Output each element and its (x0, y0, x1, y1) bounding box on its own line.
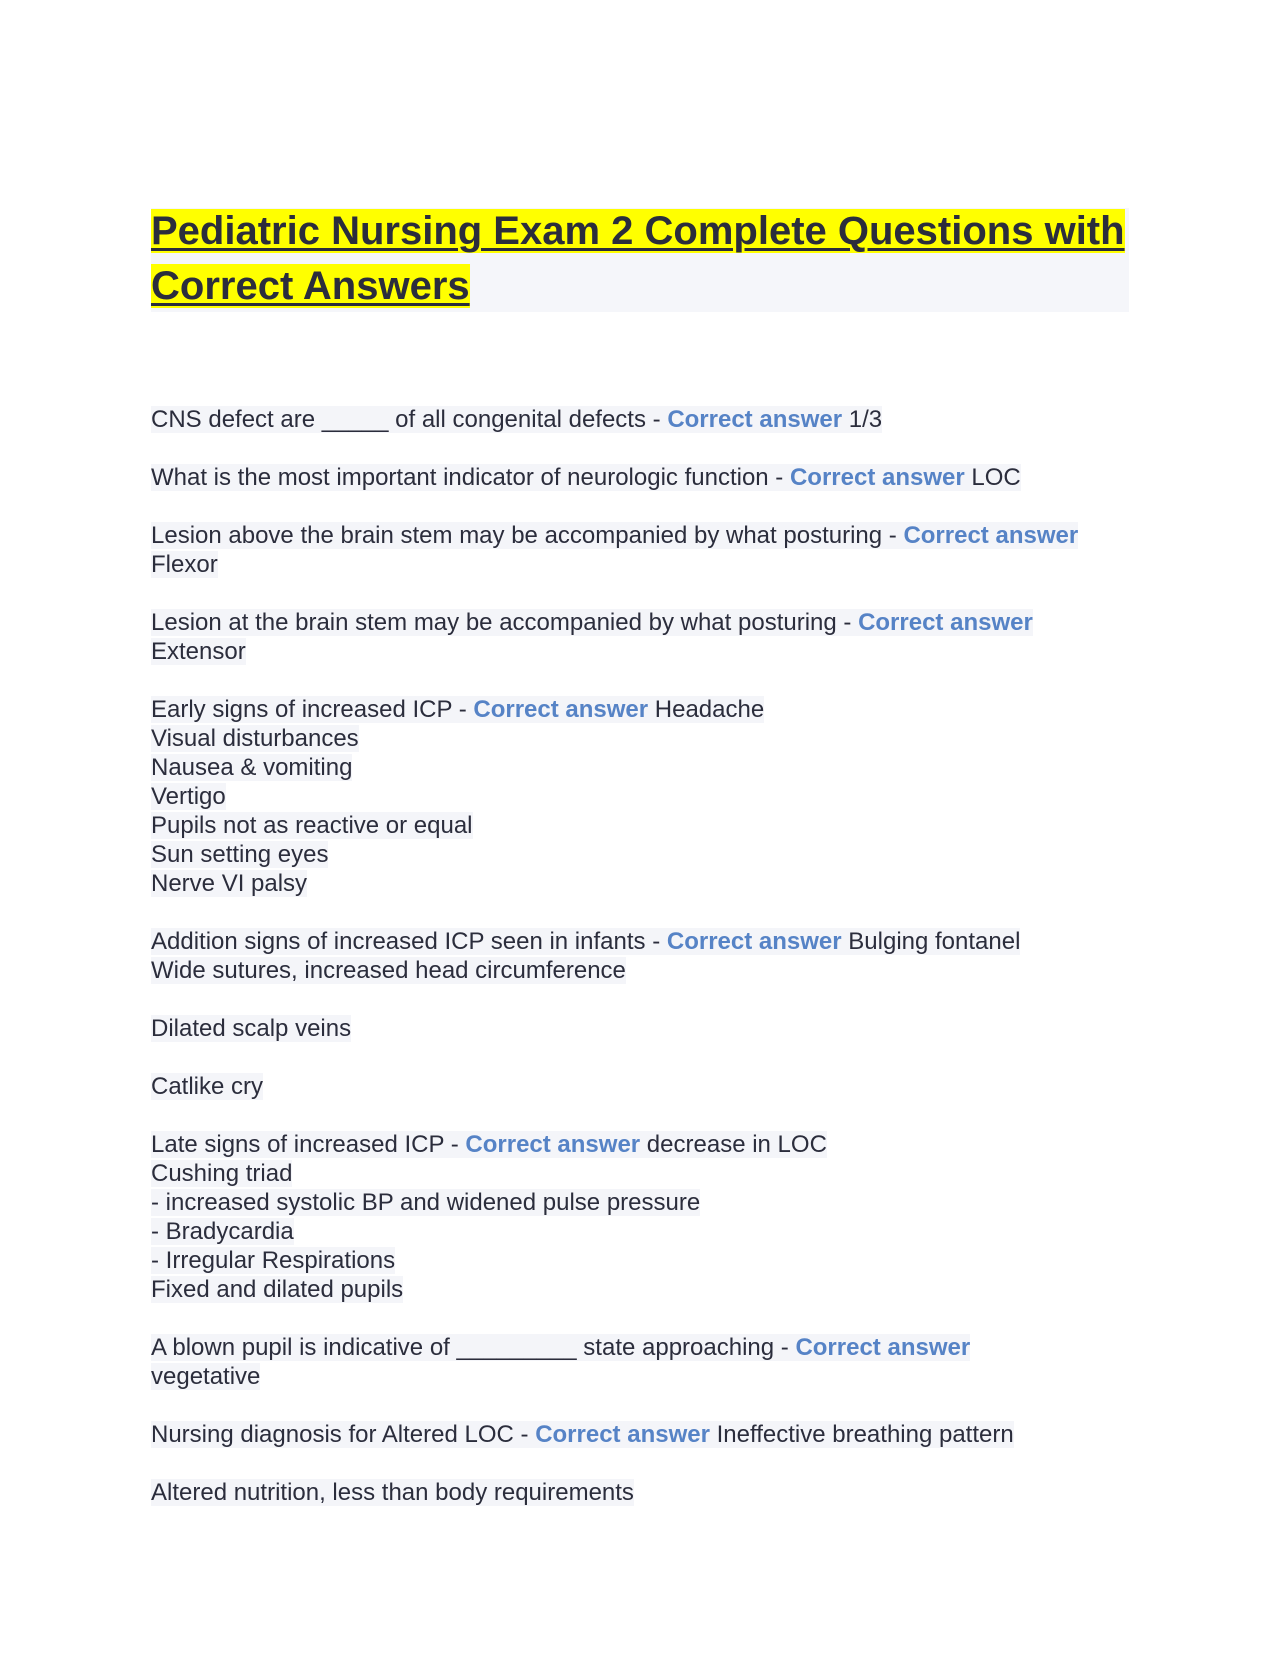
answer-line (151, 1188, 1151, 1217)
item-text: Altered nutrition, less than body requirements (151, 1479, 634, 1506)
answer-text: Sun setting eyes (151, 841, 329, 868)
item-line (151, 608, 1151, 637)
line-highlight (151, 1479, 634, 1506)
question-text: Lesion at the brain stem may be accompanied by what posturing - (151, 609, 859, 636)
answer-text: Fixed and dilated pupils (151, 1276, 404, 1303)
correct-answer-label: Correct answer (667, 406, 843, 433)
answer-line (151, 724, 1151, 753)
answer-line (151, 550, 1151, 579)
item-line (151, 1072, 1151, 1101)
qa-item (151, 1420, 1151, 1449)
question-text: Lesion above the brain stem may be accompanied by what posturing - (151, 522, 904, 549)
item-line (151, 405, 1151, 434)
item-line (151, 695, 1151, 724)
answer-line (151, 1246, 1151, 1275)
answer-text: LOC (964, 464, 1021, 491)
item-line (151, 521, 1151, 550)
line-highlight (151, 1073, 263, 1100)
item-line (151, 1130, 1151, 1159)
line-highlight (151, 957, 626, 984)
answer-line (151, 753, 1151, 782)
answer-text: Visual disturbances (151, 725, 359, 752)
answer-text: - Irregular Respirations (151, 1247, 396, 1274)
question-text: Nursing diagnosis for Altered LOC - (151, 1421, 536, 1448)
answer-text: vegetative (151, 1363, 261, 1390)
answer-text: Extensor (151, 638, 246, 665)
line-highlight (151, 812, 473, 839)
item-line (151, 1014, 1151, 1043)
answer-line (151, 1275, 1151, 1304)
correct-answer-label: Correct answer (535, 1421, 710, 1448)
line-highlight (151, 406, 882, 433)
line-highlight (151, 754, 352, 781)
answer-line (151, 956, 1151, 985)
answer-text: - increased systolic BP and widened pulse pressure (151, 1189, 701, 1216)
answer-text: Pupils not as reactive or equal (151, 812, 473, 839)
answer-text: decrease in LOC (640, 1131, 827, 1158)
line-highlight (151, 609, 1033, 636)
question-text: CNS defect are _____ of all congenital defects - (151, 406, 668, 433)
answer-text: Wide sutures, increased head circumference (151, 957, 626, 984)
answer-line (151, 782, 1151, 811)
correct-answer-label: Correct answer (789, 464, 965, 491)
answer-text: Nausea & vomiting (151, 754, 353, 781)
answer-text: Vertigo (151, 783, 226, 810)
answer-line (151, 840, 1151, 869)
item-text: Catlike cry (151, 1073, 264, 1100)
item-line (151, 927, 1151, 956)
line-highlight (151, 1334, 970, 1361)
line-highlight (151, 928, 1020, 955)
item-line (151, 1420, 1151, 1449)
correct-answer-label: Correct answer (903, 522, 1079, 549)
answer-line (151, 1362, 1151, 1391)
qa-item (151, 1333, 1151, 1391)
answer-line (151, 869, 1151, 898)
qa-item (151, 1014, 1151, 1043)
correct-answer-label: Correct answer (465, 1131, 641, 1158)
correct-answer-label: Correct answer (795, 1334, 971, 1361)
correct-answer-label: Correct answer (473, 696, 649, 723)
qa-item (151, 695, 1151, 898)
qa-item (151, 1478, 1151, 1507)
line-highlight (151, 638, 246, 665)
line-highlight (151, 1363, 260, 1390)
line-highlight (151, 783, 226, 810)
answer-line (151, 637, 1151, 666)
qa-item (151, 405, 1151, 434)
qa-item (151, 521, 1151, 579)
line-highlight (151, 1218, 294, 1245)
answer-text: Nerve VI palsy (151, 870, 308, 897)
answer-line (151, 1217, 1151, 1246)
line-highlight (151, 1015, 351, 1042)
line-highlight (151, 1421, 1014, 1448)
answer-line (151, 1159, 1151, 1188)
line-highlight (151, 1160, 292, 1187)
line-highlight (151, 870, 307, 897)
line-highlight (151, 725, 359, 752)
answer-text: Flexor (151, 551, 218, 578)
line-highlight (151, 1189, 700, 1216)
line-highlight (151, 1276, 403, 1303)
item-line (151, 1333, 1151, 1362)
qa-item (151, 1130, 1151, 1304)
answer-text: 1/3 (842, 406, 883, 433)
line-highlight (151, 1131, 827, 1158)
qa-item (151, 927, 1151, 985)
line-highlight (151, 522, 1078, 549)
answer-text: Ineffective breathing pattern (709, 1421, 1014, 1448)
line-highlight (151, 464, 1021, 491)
answer-text: Cushing triad (151, 1160, 293, 1187)
answer-line (151, 811, 1151, 840)
correct-answer-label: Correct answer (666, 928, 842, 955)
qa-item (151, 463, 1151, 492)
line-highlight (151, 1247, 395, 1274)
qa-list (151, 405, 1151, 1536)
item-text: Dilated scalp veins (151, 1015, 352, 1042)
answer-text: Headache (648, 696, 765, 723)
qa-item (151, 608, 1151, 666)
answer-text: Bulging fontanel (841, 928, 1021, 955)
line-highlight (151, 841, 328, 868)
question-text: Addition signs of increased ICP seen in infants - (151, 928, 667, 955)
question-text: A blown pupil is indicative of _________ state approaching - (151, 1334, 796, 1361)
item-line (151, 1478, 1151, 1507)
correct-answer-label: Correct answer (858, 609, 1033, 636)
document-title: Pediatric Nursing Exam 2 Complete Questions with Correct Answers (151, 209, 1125, 308)
line-highlight (151, 696, 764, 723)
question-text: What is the most important indicator of neurologic function - (151, 464, 790, 491)
qa-item (151, 1072, 1151, 1101)
answer-text: - Bradycardia (151, 1218, 294, 1245)
line-highlight (151, 551, 218, 578)
question-text: Late signs of increased ICP - (151, 1131, 466, 1158)
question-text: Early signs of increased ICP - (151, 696, 474, 723)
item-line (151, 463, 1151, 492)
